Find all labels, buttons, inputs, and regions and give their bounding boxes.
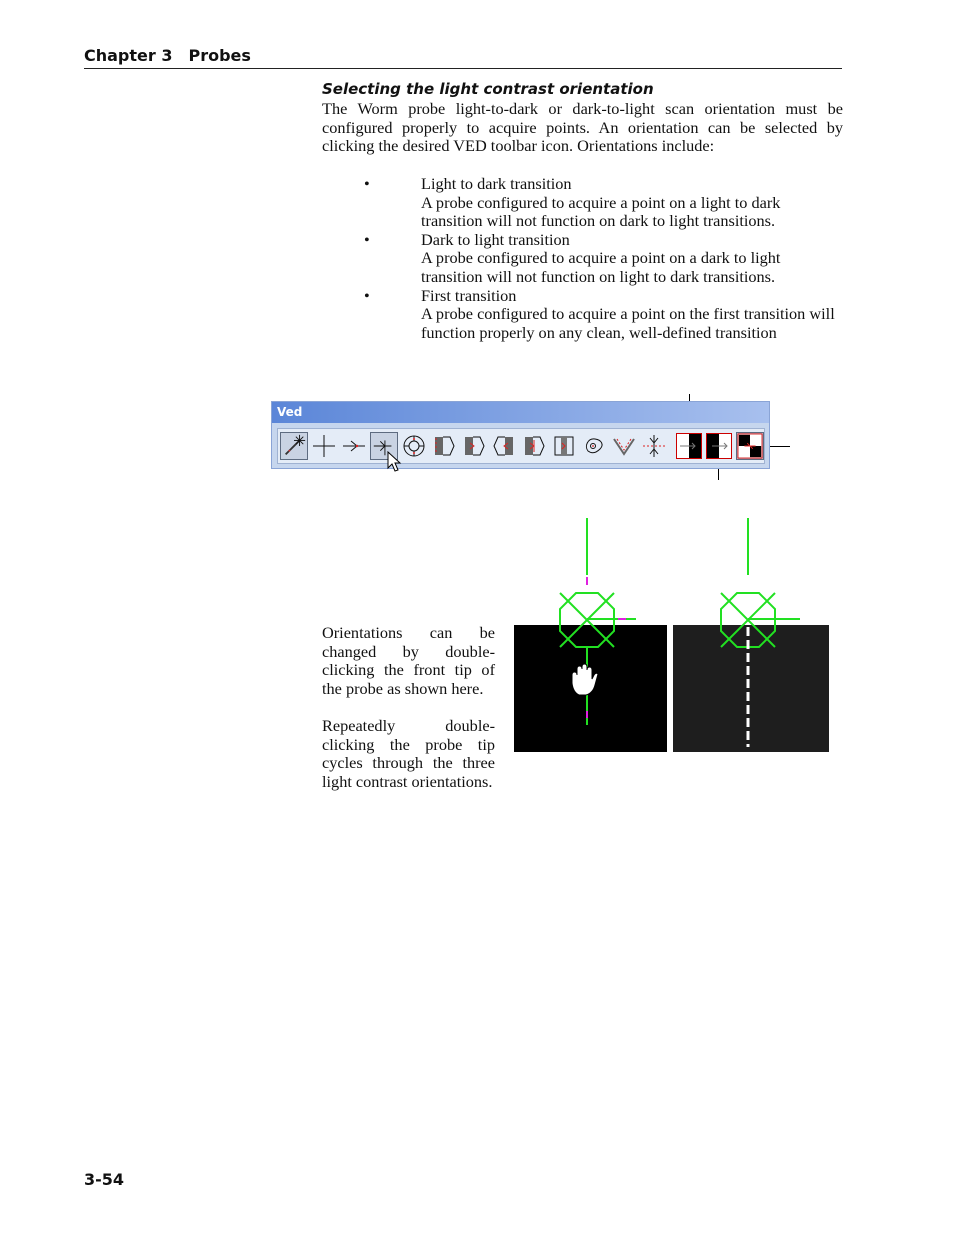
crosshair-icon[interactable]: [310, 432, 338, 460]
orientation-list: [322, 175, 843, 342]
list-item-desc: A probe configured to acquire a point on a light to dark transition will not function on dark to light transitions.: [421, 192, 781, 231]
intro-paragraph: The Worm probe light-to-dark or dark-to-light scan orientation must be configured properly to acquire points. An orientation can be selected by clicking the desired VED toolbar icon. Orientations include:: [322, 99, 843, 156]
edge-probe-5-icon[interactable]: [550, 432, 578, 460]
edge-probe-2-icon[interactable]: [460, 432, 488, 460]
first-transition-icon[interactable]: [736, 432, 764, 460]
chapter-label: Chapter 3: [84, 46, 173, 65]
edge-probe-1-icon[interactable]: [430, 432, 458, 460]
arrow-probe-icon[interactable]: [340, 432, 368, 460]
list-item-desc: A probe configured to acquire a point on the first transition will function properly on any clean, well-defined transition: [421, 304, 835, 342]
angle-probe-icon[interactable]: [610, 432, 638, 460]
toolbar-title: Ved: [272, 402, 769, 423]
section-title: Selecting the light contrast orientation: [322, 80, 654, 98]
chapter-title: Probes: [188, 46, 251, 65]
list-item-title: Dark to light transition: [421, 229, 570, 249]
blob-probe-icon[interactable]: [580, 432, 608, 460]
list-item: [322, 287, 843, 343]
ved-toolbar: [271, 401, 770, 469]
toolbar-strip: [277, 428, 765, 464]
list-item-title: First transition: [421, 285, 517, 305]
bullet-icon: •: [364, 229, 370, 249]
circle-probe-icon[interactable]: [400, 432, 428, 460]
list-item-title: Light to dark transition: [421, 174, 572, 193]
page-header: [84, 46, 842, 69]
edge-probe-4-icon[interactable]: [520, 432, 548, 460]
wand-icon[interactable]: [280, 432, 308, 460]
list-item: [322, 175, 843, 231]
caption-paragraph-1: Orientations can be changed by double-clicking the front tip of the probe as shown here.: [322, 623, 495, 698]
page-number: 3-54: [84, 1170, 125, 1189]
probe-image-light-to-dark: [512, 515, 668, 755]
gap-probe-icon[interactable]: [640, 432, 668, 460]
caption-paragraph-2: Repeatedly double-clicking the probe tip cycles through the three light contrast orientations.: [322, 716, 495, 791]
dark-to-light-icon[interactable]: [706, 433, 732, 459]
list-item: [322, 231, 843, 287]
bullet-icon: •: [364, 285, 370, 305]
bullet-icon: •: [364, 174, 370, 193]
list-item-desc: A probe configured to acquire a point on a dark to light transition will not function on light to dark transitions.: [421, 248, 781, 286]
probe-image-dark-to-light: [672, 515, 830, 755]
edge-probe-3-icon[interactable]: [490, 432, 518, 460]
light-to-dark-icon[interactable]: [676, 433, 702, 459]
